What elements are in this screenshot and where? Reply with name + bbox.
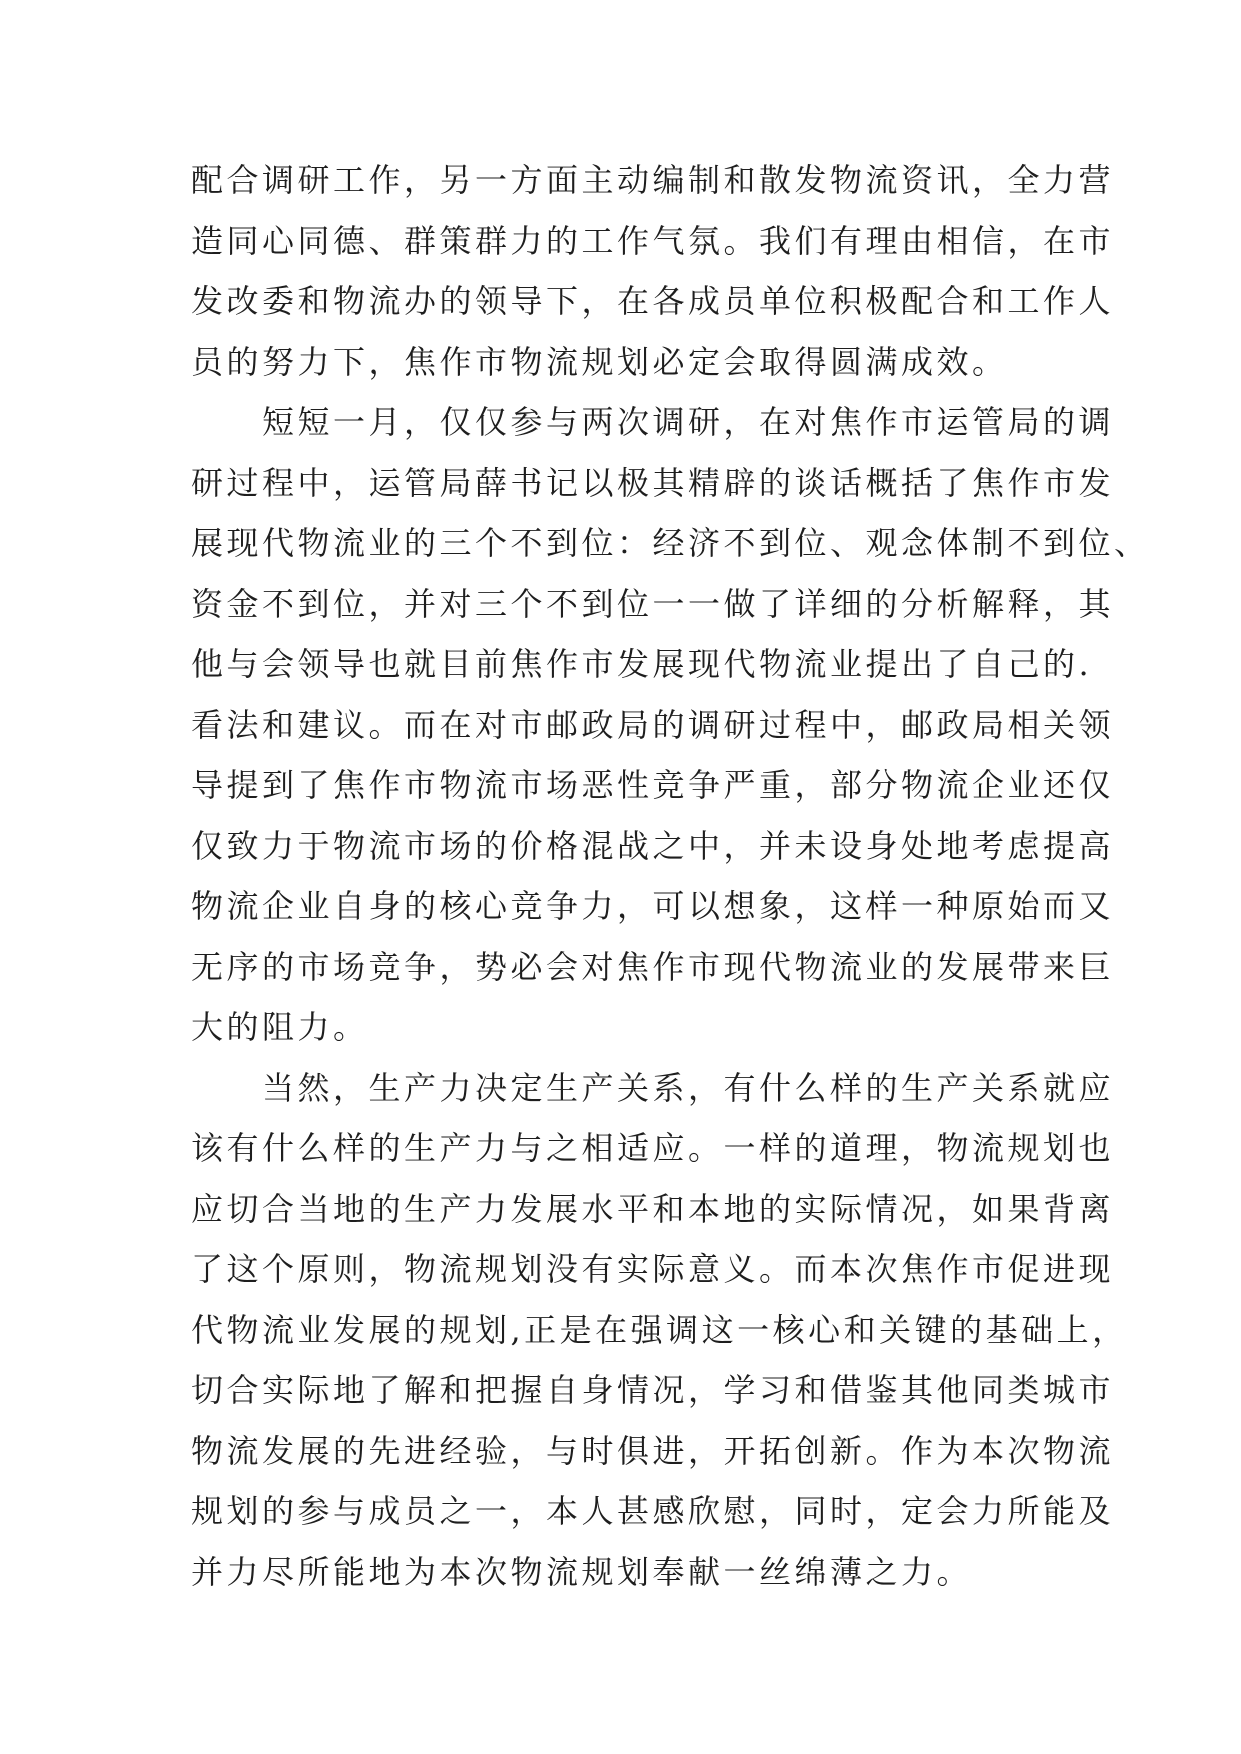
text-line: 当然，生产力决定生产关系，有什么样的生产关系就应 bbox=[191, 1068, 1115, 1107]
text-line: 仅致力于物流市场的价格混战之中，并未设身处地考虑提高 bbox=[191, 826, 1115, 865]
paragraph-3 bbox=[191, 1058, 1128, 1603]
paragraph-2 bbox=[191, 392, 1150, 1058]
text-line: 展现代物流业的三个不到位：经济不到位、观念体制不到位、 bbox=[191, 524, 1150, 562]
text-line: 应切合当地的生产力发展水平和本地的实际情况，如果背离 bbox=[191, 1189, 1115, 1228]
text-line: 导提到了焦作市物流市场恶性竞争严重，部分物流企业还仅 bbox=[191, 766, 1115, 804]
text-line: 造同心同德、群策群力的工作气氛。我们有理由相信，在市 bbox=[191, 221, 1115, 260]
text-line: 并力尽所能地为本次物流规划奉献一丝绵薄之力。 bbox=[191, 1552, 973, 1591]
text-line: 物流企业自身的核心竞争力，可以想象，这样一种原始而又 bbox=[191, 887, 1115, 925]
text-line: 了这个原则，物流规划没有实际意义。而本次焦作市促进现 bbox=[191, 1250, 1115, 1288]
text-line: 员的努力下，焦作市物流规划必定会取得圆满成效。 bbox=[191, 342, 1008, 381]
text-line: 发改委和物流办的领导下，在各成员单位积极配合和工作人 bbox=[191, 282, 1115, 320]
text-line: 切合实际地了解和把握自身情况，学习和借鉴其他同类城市 bbox=[191, 1371, 1115, 1409]
text-line: 短短一月，仅仅参与两次调研，在对焦作市运管局的调 bbox=[191, 403, 1115, 441]
text-line: 配合调研工作，另一方面主动编制和散发物流资讯，全力营 bbox=[191, 161, 1115, 199]
text-line: 物流发展的先进经验，与时俱进，开拓创新。作为本次物流 bbox=[191, 1431, 1115, 1470]
text-line: 大的阻力。 bbox=[191, 1008, 369, 1046]
text-line: 代物流业发展的规划,正是在强调这一核心和关键的基础上， bbox=[191, 1310, 1128, 1349]
text-line: 看法和建议。而在对市邮政局的调研过程中，邮政局相关领 bbox=[191, 705, 1115, 744]
text-line: 资金不到位，并对三个不到位一一做了详细的分析解释，其 bbox=[191, 584, 1115, 623]
text-line: 无序的市场竞争，势必会对焦作市现代物流业的发展带来巨 bbox=[191, 947, 1115, 986]
text-line: 他与会领导也就目前焦作市发展现代物流业提出了自己的. bbox=[191, 645, 1093, 683]
text-line: 规划的参与成员之一，本人甚感欣慰，同时，定会力所能及 bbox=[191, 1492, 1115, 1530]
paragraph-1 bbox=[191, 150, 1115, 392]
document-body bbox=[191, 150, 1150, 1602]
text-line: 该有什么样的生产力与之相适应。一样的道理，物流规划也 bbox=[191, 1129, 1115, 1167]
text-line: 研过程中，运管局薛书记以极其精辟的谈话概括了焦作市发 bbox=[191, 463, 1115, 502]
